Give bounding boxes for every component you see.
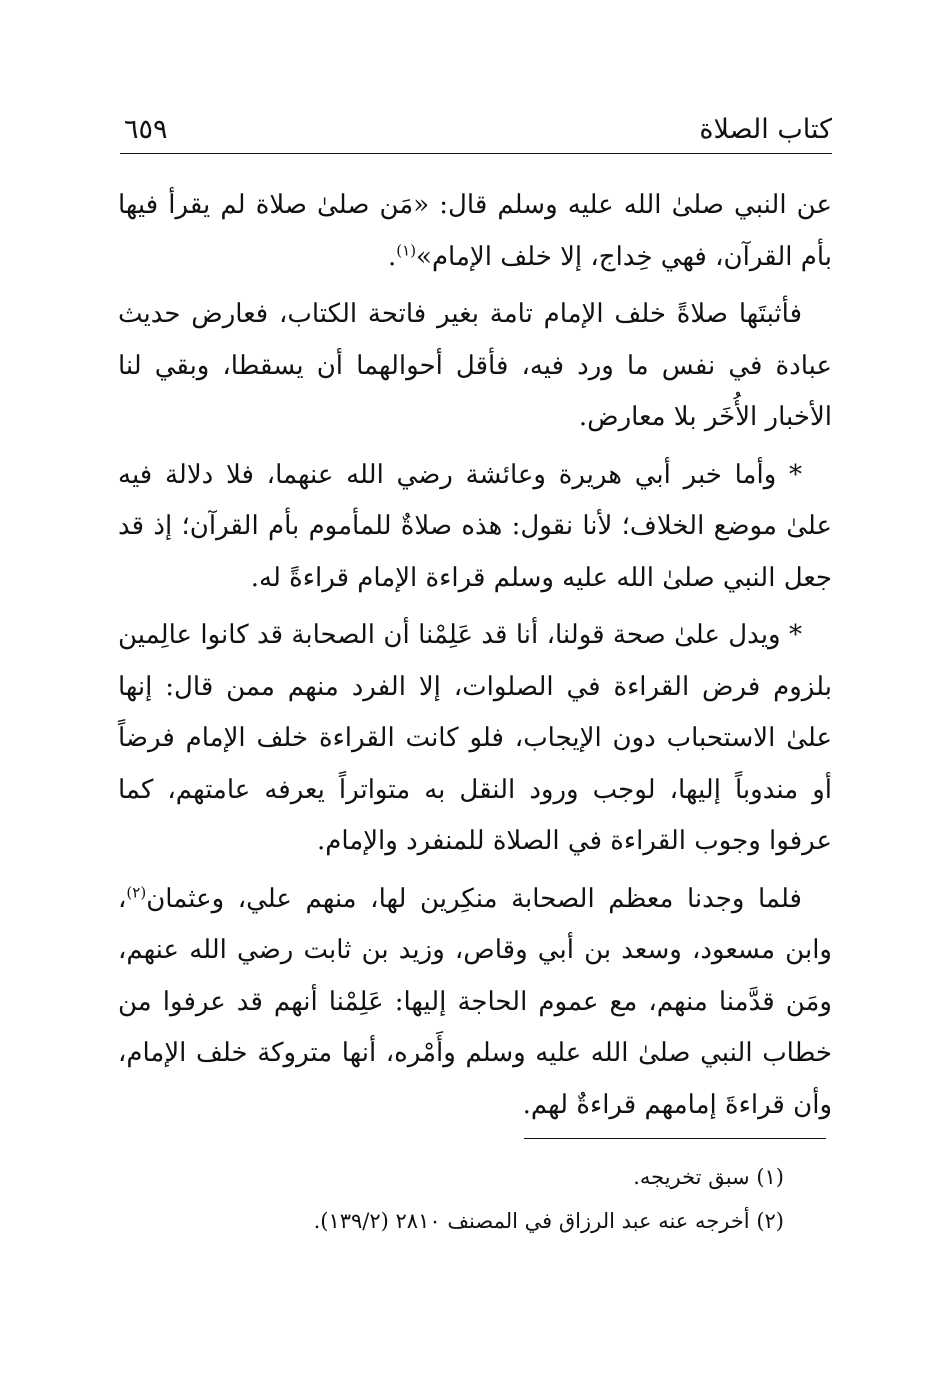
footnotes [120, 1155, 832, 1243]
paragraph-text: * وأما خبر أبي هريرة وعائشة رضي الله عنهما، فلا دلالة فيه علىٰ موضع الخلاف؛ لأنا نقول: هذه صلاةٌ للمأموم بأم القرآن؛ إذ قد جعل النبي صلىٰ الله عليه وسلم قراءة الإمام قراءةً له. [118, 459, 832, 593]
footnote-2: (٢) أخرجه عنه عبد الرزاق في المصنف ٢٨١٠ (١٣٩/٢). [313, 1209, 784, 1233]
paragraph-1 [118, 180, 832, 283]
main-text [118, 180, 832, 1137]
paragraph-text: فأثبتَها صلاةً خلف الإمام تامة بغير فاتحة الكتاب، فعارض حديث عبادة في نفس ما ورد فيه، فأقل أحوالهما أن يسقطا، وبقي لنا الأخبار الأُخَر بلا معارض. [118, 299, 832, 432]
footnote-marker-2: (٢) [126, 882, 147, 901]
paragraph-4 [118, 610, 832, 868]
chapter-title: كتاب الصلاة [699, 114, 832, 145]
footnote-1: (١) سبق تخريجه. [633, 1165, 784, 1189]
paragraph-5 [118, 874, 832, 1132]
footnote-marker-1: (١) [396, 240, 417, 259]
paragraph-text: * ويدل علىٰ صحة قولنا، أنا قد عَلِمْنا أن الصحابة قد كانوا عالِمين بلزوم فرض القراءة في الصلوات، إلا الفرد منهم ممن قال: إنها علىٰ الاستحباب دون الإيجاب، فلو كانت القراءة خلف الإمام فرضاً أو مندوباً إليها، لوجب ورود النقل به متواتراً يعرفه عامتهم، كما عرفوا وجوب القراءة في الصلاة للمنفرد والإمام. [118, 620, 832, 856]
paragraph-tail: . [388, 241, 397, 272]
header-rule [120, 153, 832, 154]
paragraph-3 [118, 450, 832, 605]
page-number: ٦٥٩ [124, 114, 168, 145]
paragraph-text: فلما وجدنا معظم الصحابة منكِرين لها، منهم علي، وعثمان [146, 883, 802, 914]
running-head [120, 108, 832, 152]
paragraph-tail: ، وابن مسعود، وسعد بن أبي وقاص، وزيد بن ثابت رضي الله عنهم، ومَن قدَّمنا منهم، مع عموم الحاجة إليها: عَلِمْنا أنهم قد عرفوا من خطاب النبي صلىٰ الله عليه وسلم وأَمْره، أنها متروكة خلف الإمام، وأن قراءةَ إمامهم قراءةٌ لهم. [118, 883, 832, 1120]
footnote-separator [524, 1138, 826, 1139]
paragraph-text: عن النبي صلىٰ الله عليه وسلم قال: «مَن صلىٰ صلاة لم يقرأ فيها بأم القرآن، فهي خِداج، إلا خلف الإمام» [118, 190, 832, 272]
paragraph-2 [118, 289, 832, 444]
